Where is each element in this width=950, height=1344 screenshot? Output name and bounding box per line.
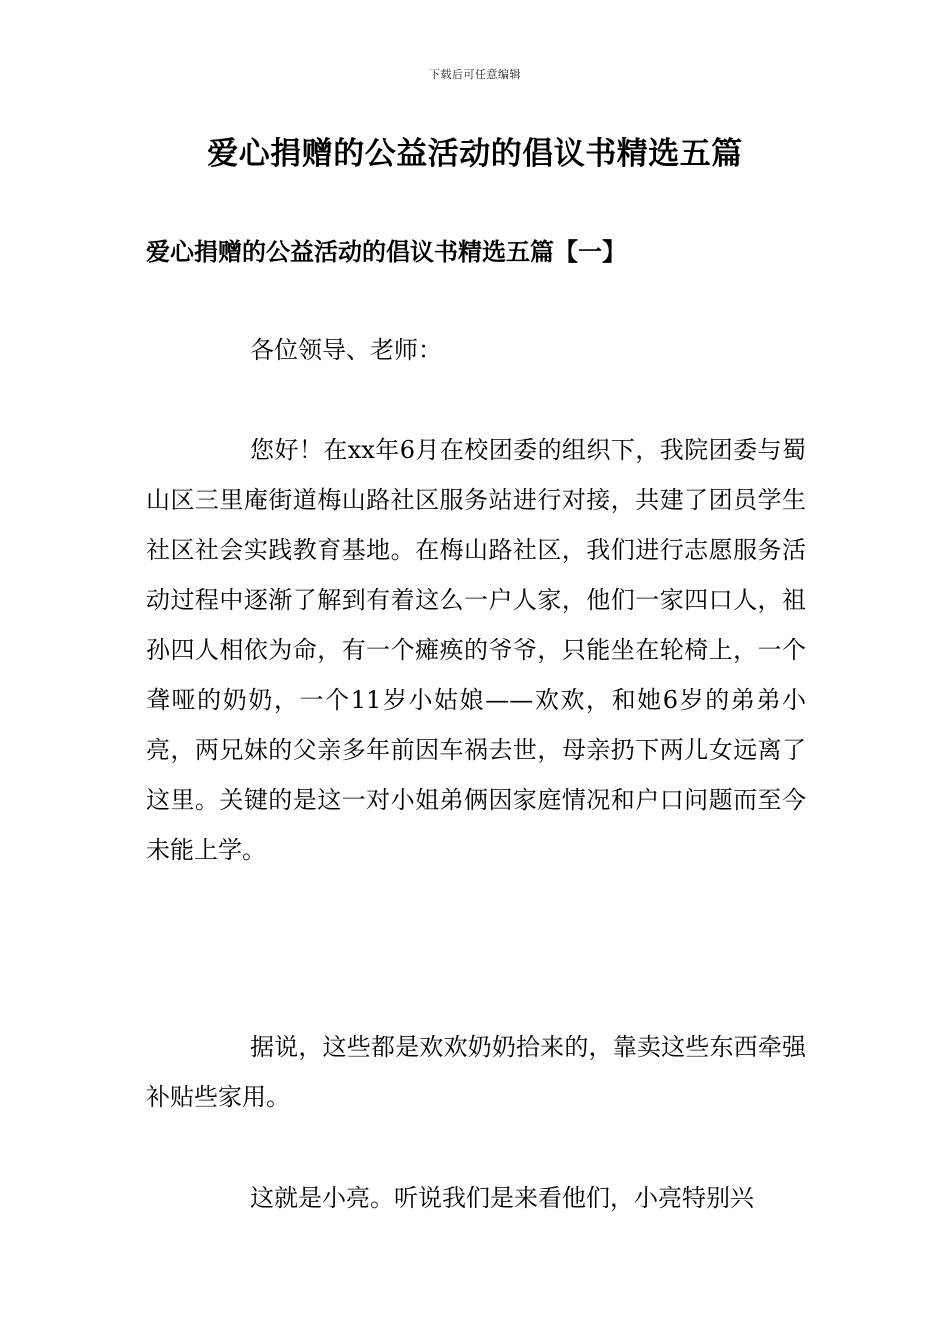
- body-paragraph: 您好！在xx年6月在校团委的组织下，我院团委与蜀山区三里庵街道梅山路社区服务站进行对接，共建了团员学生社区社会实践教育基地。在梅山路社区，我们进行志愿服务活动过程中逐渐了解到有着这么一户人家，他们一家四口人，祖孙四人相依为命，有一个瘫痪的爷爷，只能坐在轮椅上，一个聋哑的奶奶，一个11岁小姑娘——欢欢，和她6岁的弟弟小亮，两兄妹的父亲多年前因车祸去世，母亲扔下两儿女远离了这里。关键的是这一对小姐弟俩因家庭情况和户口问题而至今未能上学。: [146, 436, 806, 864]
- body-paragraph: 据说，这些都是欢欢奶奶拾来的，靠卖这些东西牵强补贴些家用。: [146, 1033, 806, 1111]
- greeting-line: 各位领导、老师：: [250, 336, 442, 364]
- header-note: 下载后可任意编辑: [429, 68, 521, 81]
- section-heading: 爱心捐赠的公益活动的倡议书精选五篇【一】: [146, 237, 626, 266]
- document-title: 爱心捐赠的公益活动的倡议书精选五篇: [207, 136, 743, 172]
- body-paragraph: 这就是小亮。听说我们是来看他们，小亮特别兴: [250, 1184, 754, 1212]
